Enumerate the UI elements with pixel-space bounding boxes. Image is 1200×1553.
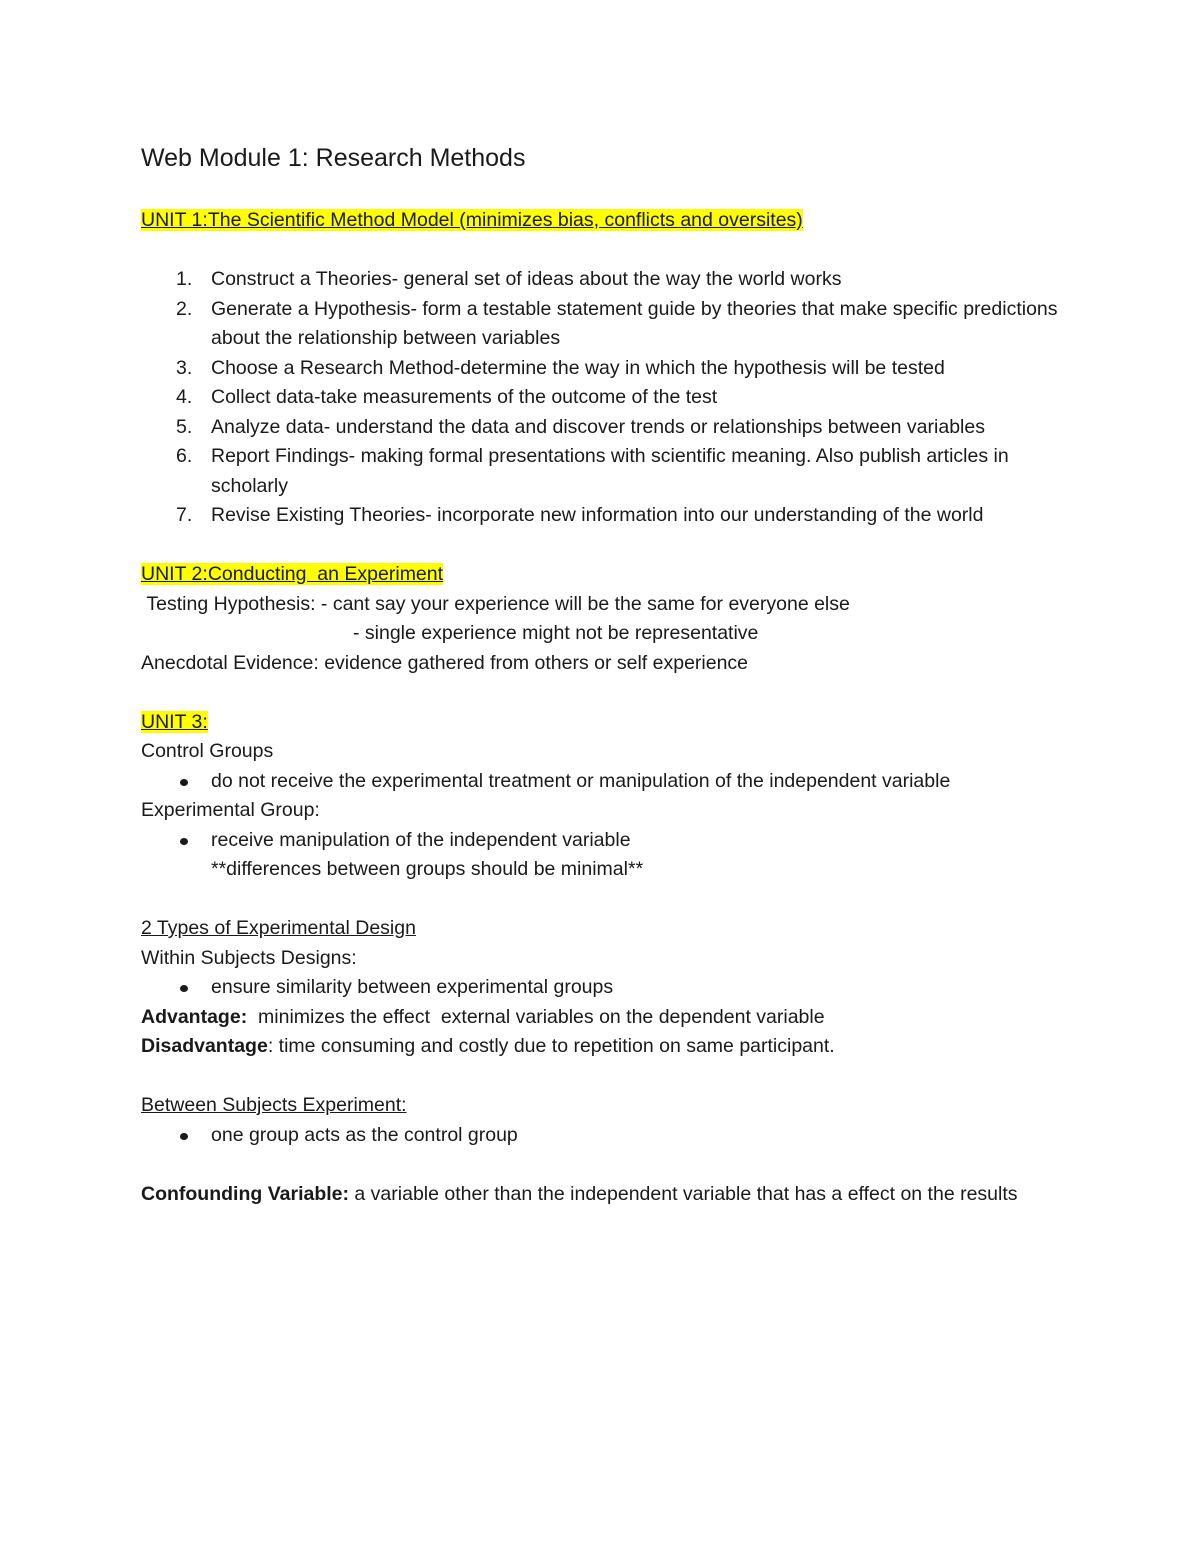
spacer: [141, 1062, 1061, 1092]
list-item: [141, 767, 1061, 797]
within-subjects-list: [141, 973, 1061, 1003]
bullet-icon: [180, 779, 188, 786]
experimental-group-list: [141, 826, 1061, 856]
bullet-icon: [180, 838, 188, 845]
spacer: [141, 885, 1061, 915]
step-text: Construct a Theories- general set of ideas about the way the world works: [211, 268, 842, 290]
spacer: [141, 678, 1061, 708]
spacer: [141, 236, 1061, 266]
design-heading-text: 2 Types of Experimental Design: [141, 917, 416, 939]
experimental-group-label: Experimental Group:: [141, 799, 320, 821]
spacer: [141, 531, 1061, 561]
disadvantage-label: Disadvantage: [141, 1035, 268, 1057]
step-number: 1.: [176, 268, 193, 290]
step-text: Report Findings- making formal presentations with scientific meaning. Also publish articles in scholarly: [211, 445, 1009, 497]
control-groups-label: Control Groups: [141, 740, 274, 762]
advantage-line: [141, 1003, 1061, 1033]
unit3-heading: [141, 708, 1061, 738]
bullet-text: receive manipulation of the independent variable: [211, 828, 631, 851]
step-item: [141, 442, 1061, 501]
anecdotal-evidence-line: Anecdotal Evidence: evidence gathered from others or self experience: [141, 651, 749, 674]
step-item: [141, 501, 1061, 531]
unit3-heading-text: UNIT 3:: [141, 710, 208, 733]
step-text: Revise Existing Theories- incorporate new information into our understanding of the world: [211, 504, 984, 526]
bullet-icon: [180, 985, 188, 992]
step-item: [141, 295, 1061, 354]
step-item: [141, 383, 1061, 413]
unit2-heading: [141, 560, 1061, 590]
step-number: 2.: [176, 297, 193, 320]
step-text: Choose a Research Method-determine the way in which the hypothesis will be tested: [211, 356, 945, 379]
experimental-note: **differences between groups should be minimal**: [211, 858, 644, 880]
unit1-heading-text: UNIT 1:The Scientific Method Model (minimizes bias, conflicts and oversites): [141, 209, 803, 231]
disadvantage-line: [141, 1032, 1061, 1062]
testing-hypothesis-continuation: - single experience might not be representative: [353, 622, 759, 644]
bullet-icon: [180, 1133, 188, 1140]
confounding-text: a variable other than the independent variable that has a effect on the results: [349, 1182, 1018, 1205]
bullet-text: do not receive the experimental treatment or manipulation of the independent variable: [211, 769, 951, 792]
step-number: 6.: [176, 445, 193, 467]
scientific-method-steps: [141, 265, 1061, 531]
advantage-text: minimizes the effect external variables on the dependent variable: [247, 1005, 825, 1028]
step-item: [141, 354, 1061, 384]
list-item: [141, 973, 1061, 1003]
between-subjects-heading: [141, 1091, 1061, 1121]
control-groups-list: [141, 767, 1061, 797]
list-item: [141, 826, 1061, 856]
list-item: [141, 1121, 1061, 1151]
unit1-heading: [141, 206, 1061, 236]
design-heading: [141, 914, 1061, 944]
step-text: Analyze data- understand the data and discover trends or relationships between variables: [211, 415, 985, 438]
bullet-text: ensure similarity between experimental groups: [211, 976, 614, 998]
step-number: 7.: [176, 504, 193, 526]
document-body: [141, 140, 1061, 1209]
step-item: [141, 413, 1061, 443]
bullet-text: one group acts as the control group: [211, 1123, 518, 1146]
step-number: 3.: [176, 356, 193, 379]
confounding-variable-line: [141, 1180, 1061, 1210]
step-text: Collect data-take measurements of the outcome of the test: [211, 386, 718, 408]
testing-hypothesis-line: Testing Hypothesis: - cant say your experience will be the same for everyone else: [141, 592, 850, 615]
step-item: [141, 265, 1061, 295]
step-number: 4.: [176, 386, 193, 408]
document-title: Web Module 1: Research Methods: [141, 144, 526, 172]
confounding-label: Confounding Variable:: [141, 1182, 349, 1205]
between-subjects-list: [141, 1121, 1061, 1151]
step-number: 5.: [176, 415, 193, 438]
step-text: Generate a Hypothesis- form a testable statement guide by theories that make specific predictions about the relationship between variables: [211, 297, 1058, 349]
spacer: [141, 1150, 1061, 1180]
unit2-heading-text: UNIT 2:Conducting an Experiment: [141, 563, 444, 585]
within-subjects-label: Within Subjects Designs:: [141, 946, 357, 969]
advantage-label: Advantage:: [141, 1005, 248, 1028]
between-subjects-label: Between Subjects Experiment:: [141, 1094, 407, 1116]
disadvantage-text: : time consuming and costly due to repetition on same participant.: [267, 1035, 835, 1057]
